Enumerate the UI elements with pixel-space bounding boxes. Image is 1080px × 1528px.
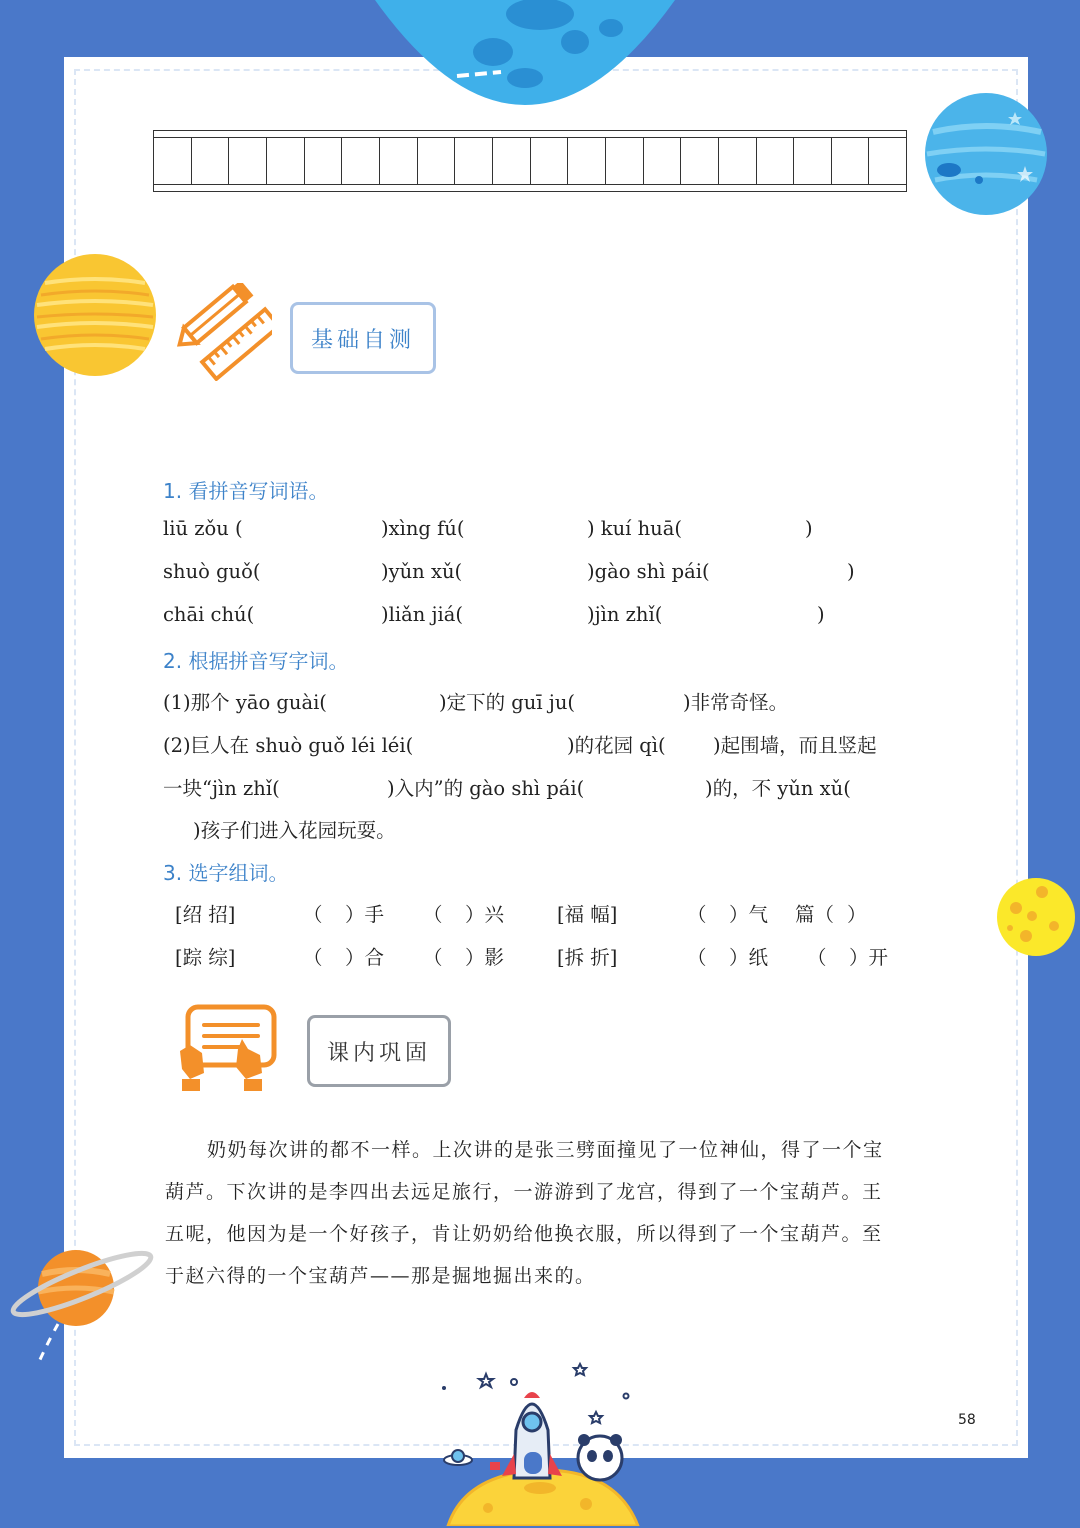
text-segment: (2)巨人在 shuò guǒ léi léi( [163, 734, 414, 757]
yellow-planet-icon [33, 253, 157, 377]
pinyin-item: )liǎn jiá( [381, 603, 463, 626]
text-segment: )的，不 yǔn xǔ( [705, 777, 851, 800]
pinyin-item: ) [817, 603, 825, 626]
text-segment: )入内”的 gào shì pái( [387, 777, 585, 800]
pinyin-item: ) [805, 517, 813, 540]
grid-cell[interactable] [719, 138, 757, 184]
grid-cell[interactable] [192, 138, 230, 184]
text-segment: （ [423, 903, 443, 926]
text-segment: ）影 [465, 946, 505, 969]
passage-line: 于赵六得的一个宝葫芦——那是掘地掘出来的。 [165, 1265, 596, 1287]
section2-line2 [163, 730, 877, 758]
section1-row3 [163, 603, 825, 626]
grid-cell[interactable] [418, 138, 456, 184]
passage-line: 奶奶每次讲的都不一样。上次讲的是张三劈面撞见了一位神仙，得了一个宝 [207, 1139, 884, 1161]
section3-title: 3. 选字组词。 [163, 861, 289, 885]
text-segment: 一块“jìn zhǐ( [163, 777, 280, 800]
grid-cell[interactable] [342, 138, 380, 184]
text-segment: （ [303, 903, 323, 926]
pinyin-item: chāi chú( [163, 603, 255, 626]
text-segment: ）兴 [465, 903, 505, 926]
passage-line: 五呢，他因为是一个好孩子，肯让奶奶给他换衣服，所以得到了一个宝葫芦。至 [165, 1223, 883, 1245]
text-segment: 篇（ [795, 903, 835, 926]
pinyin-item: )jìn zhǐ( [587, 603, 663, 626]
basic-test-label: 基础自测 [290, 302, 436, 374]
text-segment: ）合 [345, 946, 385, 969]
grid-cell[interactable] [832, 138, 870, 184]
pinyin-item: )gào shì pái( [587, 560, 710, 583]
pinyin-item: )xìng fú( [381, 517, 465, 540]
writing-grid-cells [154, 137, 906, 185]
passage-line: 葫芦。下次讲的是李四出去远足旅行，一游游到了龙宫，得到了一个宝葫芦。王 [165, 1181, 883, 1203]
grid-cell[interactable] [568, 138, 606, 184]
text-segment: )的花园 qì( [567, 734, 666, 757]
text-segment: ）开 [849, 946, 889, 969]
grid-cell[interactable] [794, 138, 832, 184]
pinyin-item: liū zǒu ( [163, 517, 243, 540]
section2-line3 [163, 773, 851, 801]
grid-cell[interactable] [531, 138, 569, 184]
text-segment: (1)那个 yāo guài( [163, 691, 327, 714]
text-segment: ）手 [345, 903, 385, 926]
pinyin-item: ) kuí huā( [587, 517, 682, 540]
text-segment: )起围墙，而且竖起 [713, 734, 877, 757]
char-choice: [踪 综] [175, 946, 236, 969]
pinyin-item: )yǔn xǔ( [381, 560, 463, 583]
section1-row1 [163, 517, 813, 540]
char-choice: [拆 折] [557, 946, 618, 969]
pinyin-item: ) [847, 560, 855, 583]
section3-row1 [175, 899, 867, 927]
section2-title: 2. 根据拼音写字词。 [163, 649, 349, 673]
grid-cell[interactable] [229, 138, 267, 184]
saturn-icon [8, 1238, 158, 1370]
grid-cell[interactable] [757, 138, 795, 184]
section2-line1 [163, 687, 788, 715]
grid-cell[interactable] [644, 138, 682, 184]
reading-passage [165, 1129, 917, 1297]
section2-line4: )孩子们进入花园玩耍。 [193, 819, 396, 842]
grid-cell[interactable] [380, 138, 418, 184]
text-segment: （ [687, 946, 707, 969]
grid-cell[interactable] [681, 138, 719, 184]
rocket-panda-icon [436, 1358, 646, 1526]
char-choice: [绍 招] [175, 903, 236, 926]
grid-cell[interactable] [154, 138, 192, 184]
grid-cell[interactable] [267, 138, 305, 184]
text-segment: （ [687, 903, 707, 926]
section1-row2 [163, 560, 855, 583]
text-segment: （ [807, 946, 827, 969]
spotted-planet-icon [996, 876, 1076, 958]
pencil-ruler-icon [176, 283, 272, 381]
grid-cell[interactable] [869, 138, 906, 184]
text-segment: ）气 [729, 903, 769, 926]
grid-cell[interactable] [606, 138, 644, 184]
text-segment: ） [847, 903, 867, 926]
text-segment: ）纸 [729, 946, 769, 969]
grid-cell[interactable] [305, 138, 343, 184]
grid-cell[interactable] [493, 138, 531, 184]
blue-planet-icon [923, 92, 1049, 216]
text-segment: )定下的 guī ju( [439, 691, 575, 714]
pinyin-item: shuò guǒ( [163, 560, 261, 583]
tablet-hands-icon [176, 1003, 278, 1095]
section3-row2 [175, 942, 888, 970]
grid-cell[interactable] [455, 138, 493, 184]
consolidation-label: 课内巩固 [307, 1015, 451, 1087]
workbook-page [64, 57, 1028, 1458]
text-segment: （ [423, 946, 443, 969]
text-segment: )非常奇怪。 [683, 691, 789, 714]
section1-title: 1. 看拼音写词语。 [163, 479, 329, 503]
char-choice: [福 幅] [557, 903, 618, 926]
moon-planet-icon [375, 0, 675, 110]
writing-grid [153, 130, 907, 192]
text-segment: （ [303, 946, 323, 969]
page-number: 58 [958, 1412, 976, 1428]
